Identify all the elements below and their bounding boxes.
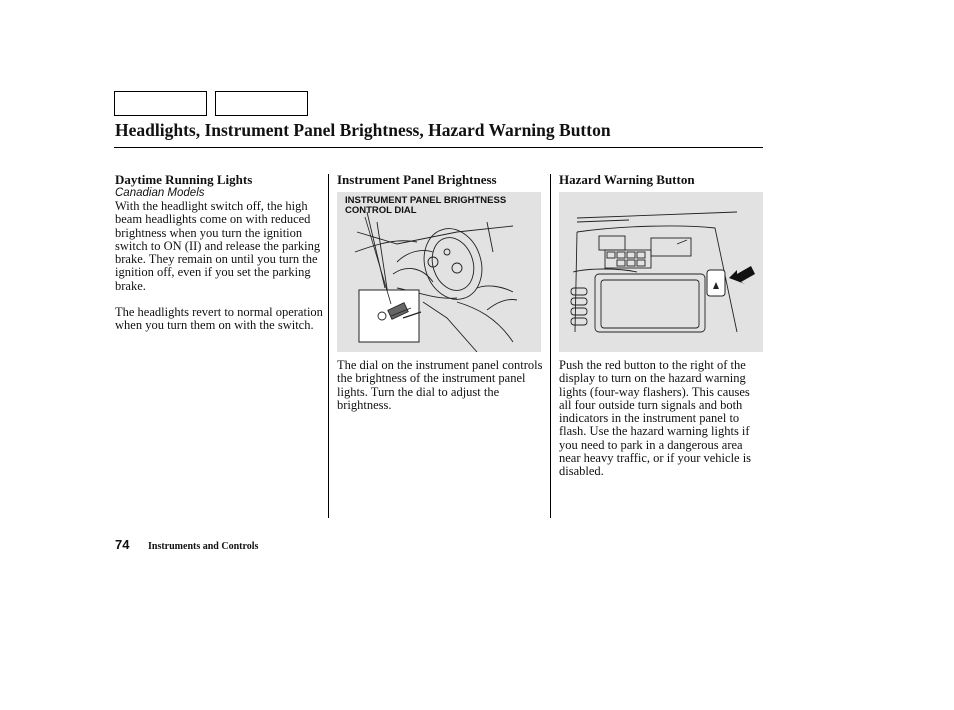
- pointer-arrow: [729, 266, 755, 284]
- drl-paragraph-1: With the headlight switch off, the high beam headlights come on with reduced brightness when you turn the ignition switch to ON (II) and release the parking brake. They remain on until you turn the ignition off, even if you set the parking brake.: [115, 199, 321, 293]
- page-number: 74: [115, 537, 130, 552]
- brightness-paragraph: The dial on the instrument panel controls the brightness of the instrument panel lights. Turn the dial to adjust the brightness.: [337, 358, 543, 412]
- hazard-button-closeup: [707, 270, 725, 296]
- hazard-paragraph: Push the red button to the right of the display to turn on the hazard warning lights (four-way flashers). This causes all four outside turn signals and both indicators in the instrument panel to flash. Use the hazard warning lights if you need to park in a dangerous area near heavy traffic, or if your vehicle is disabled.: [559, 358, 752, 479]
- center-console-illustration: [559, 192, 763, 352]
- brightness-heading: Instrument Panel Brightness: [337, 172, 497, 187]
- drl-subheading: Canadian Models: [115, 187, 205, 199]
- figure-label-line-1: INSTRUMENT PANEL BRIGHTNESS: [345, 195, 507, 206]
- header-tab-box-1: [114, 91, 207, 116]
- brightness-figure-label: [345, 196, 506, 216]
- drl-heading: Daytime Running Lights: [115, 172, 253, 187]
- dashboard-illustration: [337, 192, 541, 352]
- hazard-button-figure: [559, 192, 763, 352]
- drl-paragraph-2: The headlights revert to normal operation when you turn them on with the switch.: [115, 305, 323, 333]
- brightness-column: [337, 172, 544, 412]
- column-divider-1: [328, 174, 329, 518]
- hazard-column: [559, 172, 763, 479]
- brightness-dial-figure: [337, 192, 541, 352]
- hazard-heading: Hazard Warning Button: [559, 172, 695, 187]
- page-title: Headlights, Instrument Panel Brightness, Hazard Warning Button: [115, 120, 611, 140]
- header-tab-box-2: [215, 91, 308, 116]
- title-rule: [114, 147, 763, 148]
- drl-column: [115, 172, 323, 333]
- brightness-dial-inset: [359, 290, 421, 342]
- column-divider-2: [550, 174, 551, 518]
- section-name: Instruments and Controls: [148, 541, 259, 552]
- figure-label-line-2: CONTROL DIAL: [345, 205, 417, 216]
